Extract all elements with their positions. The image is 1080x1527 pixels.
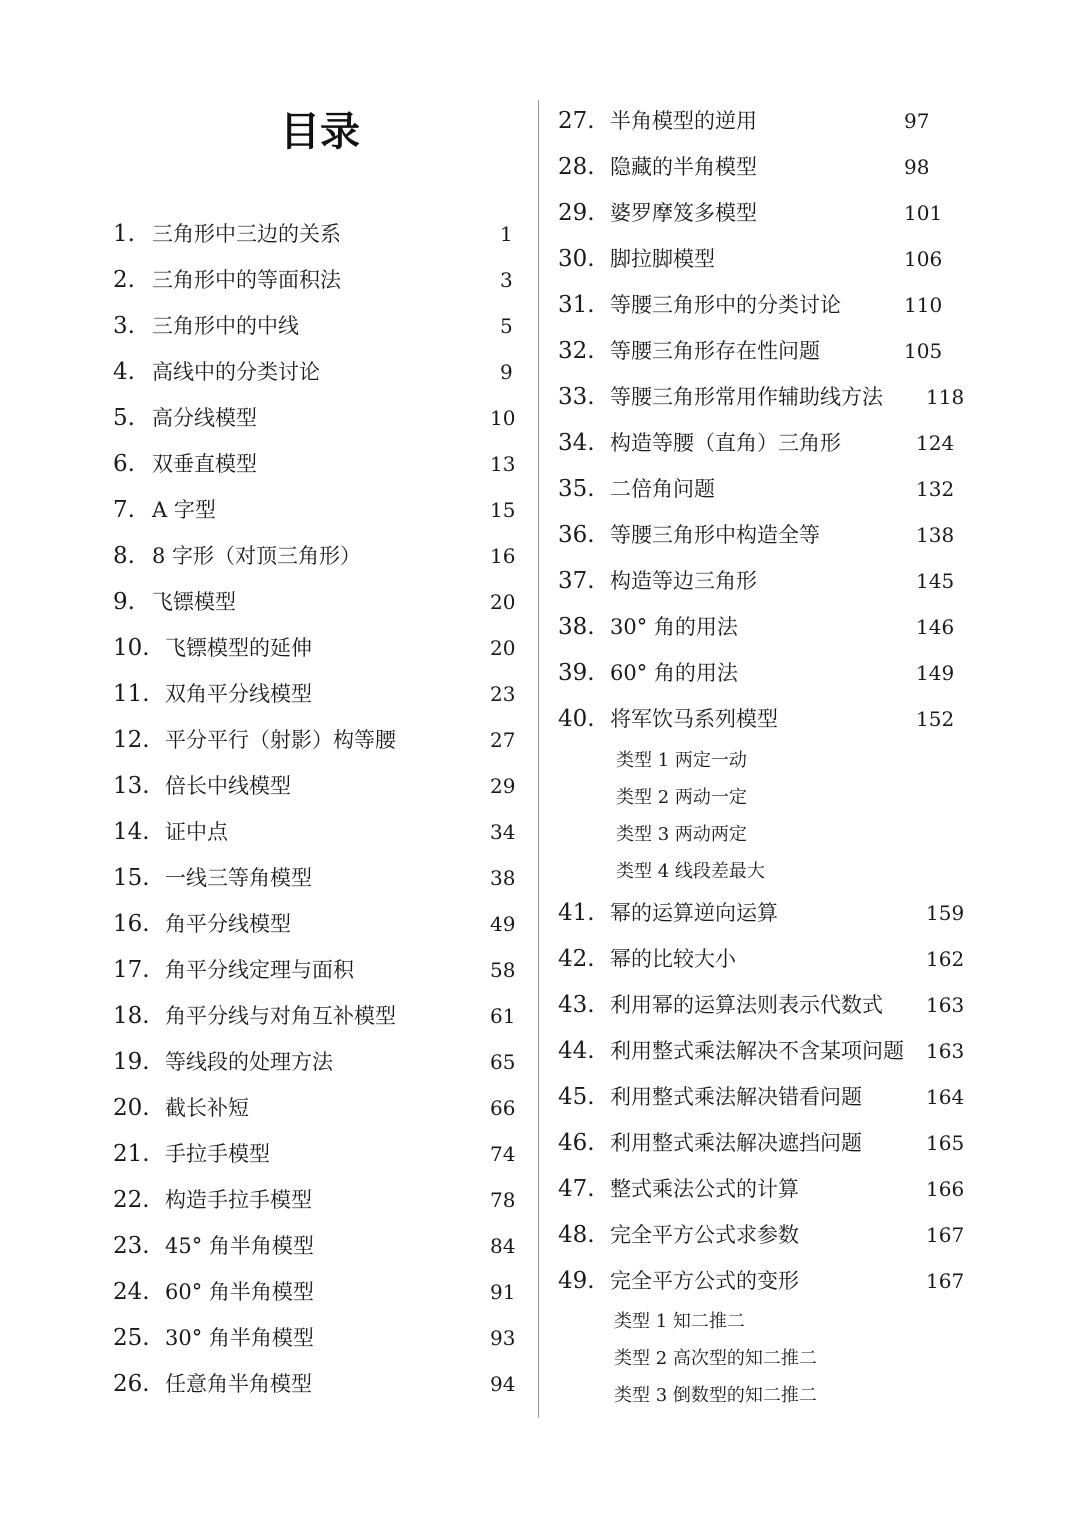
toc-entry-page: 20	[490, 590, 516, 614]
toc-sub-entry[interactable]: 类型 1 知二推二	[614, 1311, 745, 1332]
toc-entry-title: 角平分线与对角互补模型	[165, 1004, 396, 1028]
toc-entry-title: 利用幂的运算法则表示代数式	[610, 993, 883, 1017]
toc-entry-title: 高线中的分类讨论	[152, 360, 320, 384]
toc-entry[interactable]	[113, 1231, 530, 1261]
toc-entry-title: 平分平行（射影）构等腰	[165, 728, 396, 752]
toc-entry-title: 完全平方公式的变形	[610, 1269, 799, 1293]
toc-entry-number: 2.	[113, 267, 135, 293]
toc-entry-page: 84	[490, 1234, 516, 1258]
toc-entry-page: 16	[490, 544, 516, 568]
toc-entry[interactable]	[113, 311, 530, 341]
toc-entry-number: 31.	[558, 292, 595, 318]
toc-entry-page: 23	[490, 682, 516, 706]
toc-entry[interactable]	[113, 219, 530, 249]
toc-entry-number: 25.	[113, 1325, 150, 1351]
toc-entry[interactable]	[113, 633, 530, 663]
toc-entry-title: 8 字形（对顶三角形）	[152, 544, 362, 568]
toc-entry-page: 124	[916, 431, 955, 455]
toc-entry-number: 45.	[558, 1084, 595, 1110]
toc-entry[interactable]	[113, 403, 530, 433]
toc-sub-entry[interactable]: 类型 2 高次型的知二推二	[614, 1348, 817, 1369]
toc-entry-page: 15	[490, 498, 516, 522]
toc-entry[interactable]	[558, 152, 1000, 182]
toc-entry[interactable]	[558, 990, 1000, 1020]
toc-entry[interactable]	[113, 265, 530, 295]
toc-entry[interactable]	[113, 1369, 530, 1399]
toc-entry-page: 162	[926, 947, 965, 971]
toc-entry-title: 脚拉脚模型	[610, 247, 715, 271]
toc-entry[interactable]	[558, 428, 1000, 458]
toc-entry-title: 整式乘法公式的计算	[610, 1177, 799, 1201]
toc-entry-title: 30° 角的用法	[610, 615, 738, 639]
toc-entry[interactable]	[558, 1174, 1000, 1204]
toc-entry-number: 43.	[558, 992, 595, 1018]
toc-entry-page: 167	[926, 1223, 965, 1247]
toc-entry-title: 隐藏的半角模型	[610, 155, 757, 179]
toc-entry-page: 167	[926, 1269, 965, 1293]
toc-entry-title: 倍长中线模型	[165, 774, 291, 798]
toc-entry-page: 110	[904, 293, 943, 317]
toc-entry-page: 97	[904, 109, 930, 133]
toc-entry[interactable]	[558, 290, 1000, 320]
toc-entry[interactable]	[113, 1277, 530, 1307]
toc-entry-page: 106	[904, 247, 943, 271]
toc-entry-page: 94	[490, 1372, 516, 1396]
toc-entry-number: 32.	[558, 338, 595, 364]
toc-entry-number: 6.	[113, 451, 135, 477]
toc-entry-number: 44.	[558, 1038, 595, 1064]
toc-entry-page: 20	[490, 636, 516, 660]
toc-entry-title: 等腰三角形中的分类讨论	[610, 293, 841, 317]
toc-entry[interactable]	[558, 704, 1000, 734]
toc-entry-title: 构造手拉手模型	[165, 1188, 312, 1212]
toc-entry-page: 163	[926, 993, 965, 1017]
toc-entry-page: 145	[916, 569, 955, 593]
toc-entry[interactable]	[113, 955, 530, 985]
toc-entry[interactable]	[558, 474, 1000, 504]
toc-entry-number: 10.	[113, 635, 150, 661]
toc-entry-title: 等腰三角形中构造全等	[610, 523, 820, 547]
toc-entry-number: 41.	[558, 900, 595, 926]
toc-entry-page: 163	[926, 1039, 965, 1063]
toc-entry-title: 幂的运算逆向运算	[610, 901, 778, 925]
toc-entry-number: 40.	[558, 706, 595, 732]
toc-entry[interactable]	[558, 898, 1000, 928]
toc-entry-page: 1	[500, 222, 513, 246]
toc-entry-title: 角平分线模型	[165, 912, 291, 936]
toc-entry-title: 半角模型的逆用	[610, 109, 757, 133]
toc-entry-number: 46.	[558, 1130, 595, 1156]
toc-entry-title: 截长补短	[165, 1096, 249, 1120]
toc-entry-number: 24.	[113, 1279, 150, 1305]
toc-entry[interactable]	[113, 817, 530, 847]
toc-entry-number: 7.	[113, 497, 135, 523]
toc-entry[interactable]	[113, 495, 530, 525]
toc-entry-page: 165	[926, 1131, 965, 1155]
toc-sub-entry[interactable]: 类型 3 倒数型的知二推二	[614, 1385, 817, 1406]
toc-entry[interactable]	[558, 944, 1000, 974]
toc-entry-title: 高分线模型	[152, 406, 257, 430]
toc-entry-number: 39.	[558, 660, 595, 686]
toc-entry-page: 3	[500, 268, 513, 292]
toc-entry-page: 58	[490, 958, 516, 982]
toc-entry-title: 等腰三角形存在性问题	[610, 339, 820, 363]
toc-entry-page: 9	[500, 360, 513, 384]
toc-entry-number: 49.	[558, 1268, 595, 1294]
toc-entry-title: 三角形中三边的关系	[152, 222, 341, 246]
toc-entry-number: 5.	[113, 405, 135, 431]
toc-entry[interactable]	[558, 1128, 1000, 1158]
toc-entry-title: 任意角半角模型	[165, 1372, 312, 1396]
toc-entry-title: 60° 角半角模型	[165, 1280, 314, 1304]
toc-entry[interactable]	[558, 612, 1000, 642]
toc-entry-page: 159	[926, 901, 965, 925]
toc-entry[interactable]	[558, 1036, 1000, 1066]
toc-entry-title: 双垂直模型	[152, 452, 257, 476]
toc-entry-title: 二倍角问题	[610, 477, 715, 501]
toc-entry-page: 138	[916, 523, 955, 547]
toc-entry-page: 10	[490, 406, 516, 430]
toc-entry-title: 构造等边三角形	[610, 569, 757, 593]
toc-entry-number: 30.	[558, 246, 595, 272]
toc-entry-number: 15.	[113, 865, 150, 891]
toc-entry-page: 38	[490, 866, 516, 890]
toc-entry[interactable]	[558, 1082, 1000, 1112]
toc-sub-entry[interactable]: 类型 1 两定一动	[616, 750, 747, 771]
toc-entry-title: 手拉手模型	[165, 1142, 270, 1166]
toc-entry-title: A 字型	[152, 498, 216, 522]
toc-entry-title: 三角形中的等面积法	[152, 268, 341, 292]
toc-entry[interactable]	[113, 449, 530, 479]
toc-entry-number: 9.	[113, 589, 135, 615]
toc-entry[interactable]	[558, 106, 1000, 136]
toc-entry-page: 78	[490, 1188, 516, 1212]
toc-entry-number: 20.	[113, 1095, 150, 1121]
toc-entry-page: 101	[904, 201, 943, 225]
toc-entry-page: 49	[490, 912, 516, 936]
toc-entry[interactable]	[113, 587, 530, 617]
toc-entry-number: 27.	[558, 108, 595, 134]
toc-entry-title: 幂的比较大小	[610, 947, 736, 971]
toc-entry-number: 47.	[558, 1176, 595, 1202]
toc-entry[interactable]	[113, 357, 530, 387]
toc-entry-title: 一线三等角模型	[165, 866, 312, 890]
toc-entry-number: 13.	[113, 773, 150, 799]
toc-entry-number: 34.	[558, 430, 595, 456]
toc-entry-number: 18.	[113, 1003, 150, 1029]
toc-entry-number: 36.	[558, 522, 595, 548]
toc-entry-title: 等腰三角形常用作辅助线方法	[610, 385, 883, 409]
toc-entry[interactable]	[113, 909, 530, 939]
toc-entry-title: 婆罗摩笈多模型	[610, 201, 757, 225]
toc-entry-number: 23.	[113, 1233, 150, 1259]
toc-entry-number: 21.	[113, 1141, 150, 1167]
toc-entry-number: 11.	[113, 681, 150, 707]
toc-entry[interactable]	[558, 1220, 1000, 1250]
toc-title: 目录	[280, 109, 360, 155]
toc-entry-page: 164	[926, 1085, 965, 1109]
toc-entry-page: 98	[904, 155, 930, 179]
toc-entry-title: 45° 角半角模型	[165, 1234, 314, 1258]
toc-entry-title: 利用整式乘法解决错看问题	[610, 1085, 862, 1109]
toc-entry[interactable]	[113, 679, 530, 709]
toc-entry-title: 等线段的处理方法	[165, 1050, 333, 1074]
toc-entry-page: 61	[490, 1004, 516, 1028]
toc-entry-title: 飞镖模型	[152, 590, 236, 614]
toc-entry-number: 12.	[113, 727, 150, 753]
toc-entry-page: 65	[490, 1050, 516, 1074]
toc-entry-page: 74	[490, 1142, 516, 1166]
toc-entry[interactable]	[558, 520, 1000, 550]
toc-entry[interactable]	[558, 658, 1000, 688]
toc-sub-entry[interactable]: 类型 3 两动两定	[616, 824, 747, 845]
toc-entry-number: 4.	[113, 359, 135, 385]
toc-entry-number: 8.	[113, 543, 135, 569]
toc-entry-number: 1.	[113, 221, 135, 247]
toc-entry[interactable]	[113, 1093, 530, 1123]
toc-entry-page: 34	[490, 820, 516, 844]
toc-entry-number: 3.	[113, 313, 135, 339]
toc-entry-number: 48.	[558, 1222, 595, 1248]
toc-entry-number: 22.	[113, 1187, 150, 1213]
toc-entry-page: 149	[916, 661, 955, 685]
toc-entry-number: 42.	[558, 946, 595, 972]
toc-entry-page: 132	[916, 477, 955, 501]
toc-entry[interactable]	[558, 382, 1000, 412]
toc-entry[interactable]	[113, 1323, 530, 1353]
toc-entry-number: 26.	[113, 1371, 150, 1397]
toc-entry[interactable]	[113, 541, 530, 571]
toc-entry-title: 证中点	[165, 820, 228, 844]
toc-entry-page: 27	[490, 728, 516, 752]
toc-entry-title: 构造等腰（直角）三角形	[610, 431, 841, 455]
toc-entry-title: 三角形中的中线	[152, 314, 299, 338]
toc-entry[interactable]	[113, 771, 530, 801]
toc-entry-title: 完全平方公式求参数	[610, 1223, 799, 1247]
toc-entry-page: 29	[490, 774, 516, 798]
toc-entry-number: 19.	[113, 1049, 150, 1075]
toc-entry-title: 将军饮马系列模型	[610, 707, 778, 731]
toc-entry-number: 17.	[113, 957, 150, 983]
toc-entry-number: 35.	[558, 476, 595, 502]
toc-entry-title: 利用整式乘法解决不含某项问题	[610, 1039, 904, 1063]
toc-entry[interactable]	[113, 863, 530, 893]
toc-entry-number: 14.	[113, 819, 150, 845]
toc-entry-page: 93	[490, 1326, 516, 1350]
toc-sub-entry[interactable]: 类型 2 两动一定	[616, 787, 747, 808]
toc-entry[interactable]	[113, 1047, 530, 1077]
toc-entry-number: 28.	[558, 154, 595, 180]
toc-entry-page: 118	[926, 385, 965, 409]
toc-entry-number: 16.	[113, 911, 150, 937]
toc-entry-page: 105	[904, 339, 943, 363]
toc-entry-title: 角平分线定理与面积	[165, 958, 354, 982]
toc-entry[interactable]	[113, 1139, 530, 1169]
toc-entry[interactable]	[558, 198, 1000, 228]
toc-entry[interactable]	[558, 566, 1000, 596]
toc-entry-title: 双角平分线模型	[165, 682, 312, 706]
toc-entry[interactable]	[113, 1001, 530, 1031]
toc-entry-page: 66	[490, 1096, 516, 1120]
toc-sub-entry[interactable]: 类型 4 线段差最大	[616, 861, 765, 882]
toc-entry-page: 166	[926, 1177, 965, 1201]
toc-entry-title: 利用整式乘法解决遮挡问题	[610, 1131, 862, 1155]
toc-entry-page: 146	[916, 615, 955, 639]
toc-entry-title: 30° 角半角模型	[165, 1326, 314, 1350]
toc-entry-page: 13	[490, 452, 516, 476]
toc-entry-page: 91	[490, 1280, 516, 1304]
toc-entry[interactable]	[558, 336, 1000, 366]
toc-entry-title: 60° 角的用法	[610, 661, 738, 685]
toc-entry[interactable]	[558, 1266, 1000, 1296]
toc-entry[interactable]	[113, 725, 530, 755]
toc-entry-number: 29.	[558, 200, 595, 226]
toc-entry-number: 33.	[558, 384, 595, 410]
toc-entry-number: 38.	[558, 614, 595, 640]
column-divider	[538, 100, 539, 1418]
toc-entry-page: 152	[916, 707, 955, 731]
toc-entry[interactable]	[558, 244, 1000, 274]
toc-entry-title: 飞镖模型的延伸	[165, 636, 312, 660]
toc-entry-number: 37.	[558, 568, 595, 594]
toc-entry-page: 5	[500, 314, 513, 338]
toc-entry[interactable]	[113, 1185, 530, 1215]
